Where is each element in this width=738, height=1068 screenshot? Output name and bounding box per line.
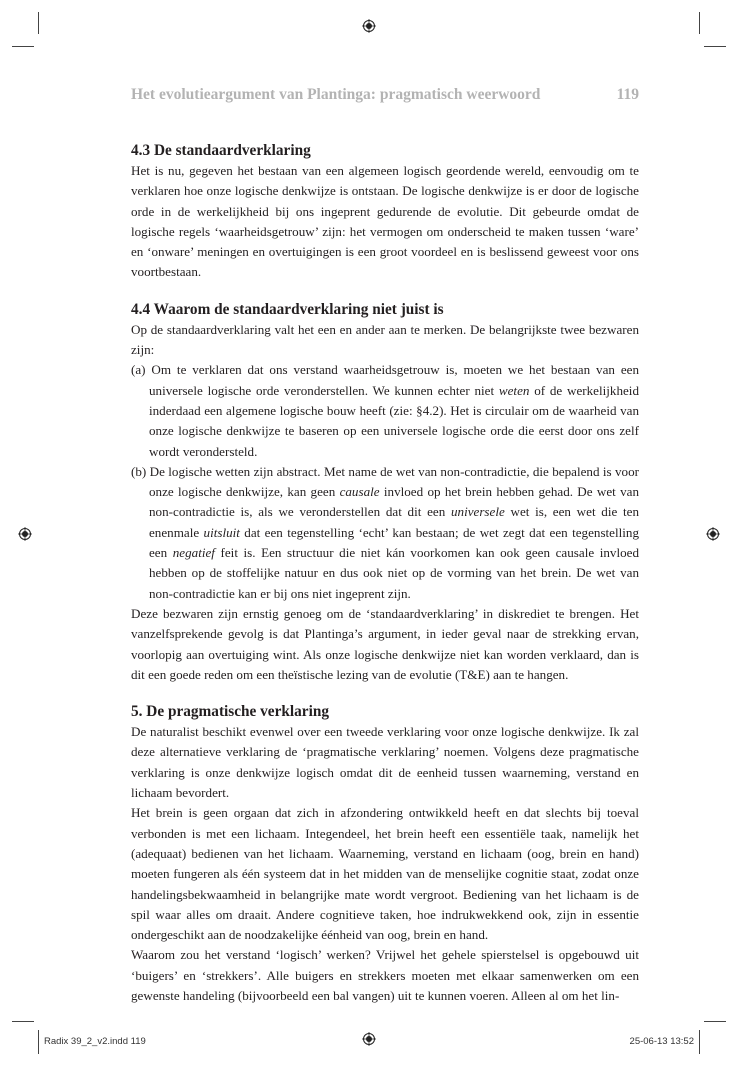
paragraph: Waarom zou het verstand ‘logisch’ werken? Vrijwel het gehele spierstelsel is opgebouwd uit ‘buigers’ en ‘strekkers’. Alle buigers en strekkers moeten met elkaar samenwerken om een gewenste handeling (bijvoorbeeld een bal vangen) uit te kunnen voeren. Alleen al om het lin- [131,947,639,1003]
list-item-b [131,462,639,604]
crop-mark [38,12,39,34]
text-run: (b) De logische wetten zijn abstract. Met name de wet van non-contradictie, die bepalend is voor onze logische denkwijze, kan geen [131,463,639,500]
emphasis: weten [498,382,530,398]
text-run: (a) Om te verklaren dat ons verstand waarheidsgetrouw is, moeten we het bestaan van een universele logische orde veronderstellen. We kunnen echter niet [131,362,639,398]
paragraph: Het is nu, gegeven het bestaan van een algemeen logisch geordende wereld, eenvoudig om te verklaren hoe onze logische denkwijze is ontstaan. De logische denkwijze is er door de logische orde in de werkelijkheid bij ons ingeprent gedurende de evolutie. Dit gebeurde omdat de logische regels ‘waarheidsgetrouw’ zijn: het vermogen om onderscheid te maken tussen ‘ware’ en ‘onware’ meningen en overtuigingen is een groot voordeel en is beslissend geweest voor ons voortbestaan. [131,163,639,280]
registration-mark-icon [362,1032,376,1046]
running-title: Het evolutieargument van Plantinga: pragmatisch weerwoord [131,86,541,103]
text-run: dat een tegenstelling ‘echt’ kan bestaan; de wet zegt dat een tegenstelling een [149,524,639,561]
paragraph: Op de standaardverklaring valt het een en ander aan te merken. De belangrijkste twee bezwaren zijn: [131,321,639,358]
emphasis: uitsluit [203,524,240,540]
running-header [131,86,639,104]
paragraph: Deze bezwaren zijn ernstig genoeg om de ‘standaardverklaring’ in diskrediet te brengen. Het vanzelfsprekende gevolg is dat Plantinga’s argument, in ieder geval naar de strekking ervan, voorlopig aan overtuiging wint. Als onze logische denkwijze niet kan worden verklaard, dan is dit een goede reden om een theïstische lezing van de evolutie (T&E) aan te hangen. [131,605,639,682]
page-number: 119 [616,86,639,103]
text-run: wet is, een wet die ten enenmale [149,504,639,540]
crop-mark [704,46,726,47]
paragraph: Het brein is geen orgaan dat zich in afzondering ontwikkeld heeft en dat slechts bij toeval verbonden is met een lichaam. Integendeel, het brein heeft een essentiële taak, namelijk het (adequaat) bedienen van het lichaam. Waarneming, verstand en lichaam (oog, brein en hand) moeten fungeren als één systeem dat in het midden van de menselijke cognitie staat, zodat onze handelingsbekwaamheid in belangrijke mate wordt vergroot. Bediening van het lichaam is de spil waar alles om draait. Andere cognitieve taken, hoe indrukwekkend ook, zijn in essentie ondergeschikt aan de noodzakelijke éénheid van oog, brein en hand. [131,805,639,943]
paragraph: De naturalist beschikt evenwel over een tweede verklaring voor onze logische denkwijze. Ik zal deze alternatieve verklaring de ‘pragmatische verklaring’ noemen. Volgens deze pragmatische verklaring is onze denkwijze logisch omdat dit de eenheid tussen waarneming, verstand en lichaam bevordert. [131,724,639,801]
crop-mark [12,46,34,47]
slug-datetime: 25-06-13 13:52 [629,1036,694,1047]
emphasis: universele [450,504,505,520]
registration-mark-icon [706,527,720,541]
registration-mark-icon [362,19,376,33]
list-item-a [131,360,639,461]
crop-mark [12,1021,34,1022]
crop-mark [704,1021,726,1022]
text-run: feit is. Een structuur die niet kán voorkomen kan ook geen causale invloed hebben op de stoffelijke natuur en dus ook niet op de vorming van het brein. De wet van non-contradictie kan er bij ons niet ingeprent zijn. [149,545,639,601]
section-heading-4-4: 4.4 Waarom de standaardverklaring niet juist is [131,300,444,318]
section-heading-5: 5. De pragmatische verklaring [131,703,329,721]
text-run: invloed op het brein hebben gehad. De wet van non-contradictie is, als we veronderstellen dat dit een [149,484,639,520]
registration-mark-icon [18,527,32,541]
emphasis: causale [339,484,380,500]
page-body [131,141,639,1006]
emphasis: negatief [172,545,215,561]
section-heading-4-3: 4.3 De standaardverklaring [131,142,311,159]
crop-mark [699,1030,700,1054]
crop-mark [38,1030,39,1054]
crop-mark [699,12,700,34]
slug-file: Radix 39_2_v2.indd 119 [44,1036,146,1047]
text-run: of de werkelijkheid inderdaad een algemene logische bouw heeft (zie: §4.2). Het is circulair om de waarheid van onze logische denkwijze te baseren op een universele logische orde die eerst door ons zelf wordt verondersteld. [149,382,639,459]
